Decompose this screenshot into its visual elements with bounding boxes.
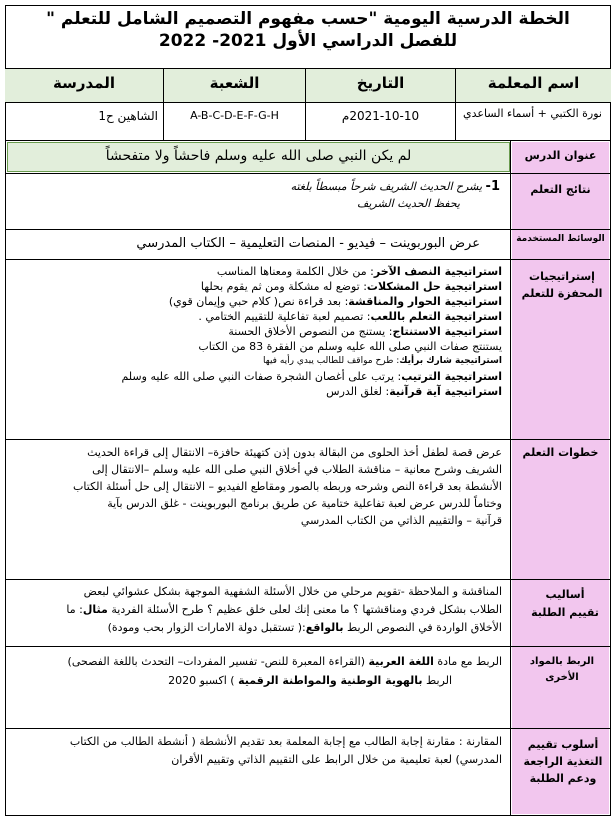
strategies-label: إستراتيجيات المحفزة للتعلم: [521, 270, 603, 300]
links-line-2: الربط بالهوية الوطنية والمواطنة الرقمية ) اكسبو 2020: [168, 674, 452, 687]
strategy-1: استراتيجية النصف الآخر: من خلال الكلمة ومعناها المناسب: [216, 265, 502, 278]
strategy-3: استراتيجية الحوار والمناقشة: بعد قراءة نص( كلام حبي وإيمان قوي): [168, 295, 502, 308]
strategy-4: استراتيجية التعلم باللعب: تصميم لعبة تفاعلية للتقييم الختامي .: [198, 310, 502, 323]
steps-line-3: الأنشطة بعد قراءة النص وشرحه وربطه بالصور ومقاطع الفيديو – الانتقال إلى حل أسئلة الكتاب: [73, 480, 502, 493]
assessment-line-1: المناقشة و الملاحظة -تقويم مرحلي من خلال الأسئلة الشفهية الموجهة بشكل عشوائي لبعض: [83, 585, 502, 598]
assessment-line-3: الأخلاق الواردة في النصوص الربط بالواقع:( تستقبل دولة الامارات الزوار بحب ومودة): [107, 621, 502, 634]
teacher-header: اسم المعلمة: [487, 74, 580, 92]
feedback-line-2: المدرسي) لعبة تعليمية من خلال الرابط على التقييم الذاتي وتقييم الأقران: [171, 753, 502, 766]
date-header: التاريخ: [356, 74, 405, 92]
lesson-title-value: لم يكن النبي صلى الله عليه وسلم فاحشاً ولا متفحشاً: [105, 148, 412, 164]
school-value: الشاهين ح1: [98, 109, 158, 123]
feedback-label: أسلوب تقييم التغذية الراجعة ودعم الطلبة: [523, 738, 603, 785]
steps-line-1: عرض قصة لطفل أخذ الحلوى من البقالة بدون إذن كتهيئة حافزة– الانتقال إلى قراءة الحديث: [87, 446, 502, 459]
steps-line-5: قرآنية – والتقييم الذاتي من الكتاب المدرسي: [300, 514, 502, 527]
date-value: 2021-10-10م: [341, 109, 420, 123]
links-label: الربط بالمواد الأخرى: [529, 656, 595, 683]
strategies-list: [100, 264, 508, 399]
steps-line-2: الشريف وشرح معانية – مناقشة الطلاب في أخلاق النبي صلى الله عليه وسلم –الانتقال إلى: [92, 463, 502, 476]
steps-content: [10, 444, 508, 529]
strategy-5: استراتيجية الاستنتاج: يستنج من النصوص الأخلاق الحسنة: [228, 325, 502, 338]
assessment-label: أساليب تقييم الطلبة: [531, 588, 599, 619]
outcomes-content: [180, 178, 500, 212]
assessment-line-2: الطلاب بشكل فردي ومناقشتها ؟ ما معنى إنك لعلى خلق عظيم ؟ طرح الأسئلة الفردية مثال: ما: [66, 603, 502, 616]
tools-label: الوسائط المستخدمة: [516, 234, 605, 244]
lesson-title-label: عنوان الدرس: [524, 149, 597, 162]
links-line-1: الربط مع مادة اللغة العربية (القراءة المعبرة للنص- تفسير المفردات– التحدث باللغة الفصحى): [67, 655, 502, 668]
strategy-8: استراتيجية آية قرآنية: لغلق الدرس: [326, 385, 502, 398]
steps-line-4: وختاماً للدرس عرض لعبة تفاعلية ختامية عن طريق برنامج البوربوينت - غلق الدرس بآية: [107, 497, 502, 510]
strategy-7: استراتيجية الترتيب: يرتب على أغصان الشجرة صفات النبي صلى الله عليه وسلم: [121, 370, 502, 383]
strategy-6: استراتيجية شارك برأيك: طرح مواقف للطالب يبدي رأيه فيها: [263, 356, 502, 366]
links-content: [10, 652, 508, 690]
tools-value: عرض البوربوينت – فيديو - المنصات التعليمية – الكتاب المدرسي: [136, 236, 480, 251]
feedback-content: [10, 733, 508, 769]
teacher-value: نورة الكتبي + أسماء الساعدي: [463, 107, 602, 120]
outcomes-label: نتائج التعلم: [530, 183, 591, 196]
outcome-2: يحفظ الحديث الشريف: [356, 197, 460, 210]
outcome-1: يشرح الحديث الشريف شرحاً مبسطاً بلغته: [290, 180, 483, 193]
steps-label: خطوات التعلم: [522, 446, 599, 459]
section-value: A-B-C-D-E-F-G-H: [190, 109, 279, 122]
strategy-2: استراتيجية حل المشكلات: توضع له مشكلة ومن ثم يقوم بحلها: [200, 280, 502, 293]
school-header: المدرسة: [53, 74, 115, 92]
title-line-1: الخطة الدرسية اليومية "حسب مفهوم التصميم الشامل للتعلم ": [46, 9, 570, 29]
strategy-5b: يستنتج صفات النبي صلى الله عليه وسلم من الفقرة 83 من الكتاب: [198, 340, 502, 353]
outcome-number: 1-: [485, 179, 500, 194]
section-header: الشعبة: [209, 74, 260, 92]
document-title: [5, 8, 611, 52]
title-line-2: للفصل الدراسي الأول 2021- 2022: [158, 31, 458, 51]
assessment-content: [10, 583, 508, 637]
feedback-line-1: المقارنة : مقارنة إجابة الطالب مع إجابة المعلمة بعد تقديم الأنشطة ( أنشطة الطالب من الكتاب: [69, 735, 502, 748]
